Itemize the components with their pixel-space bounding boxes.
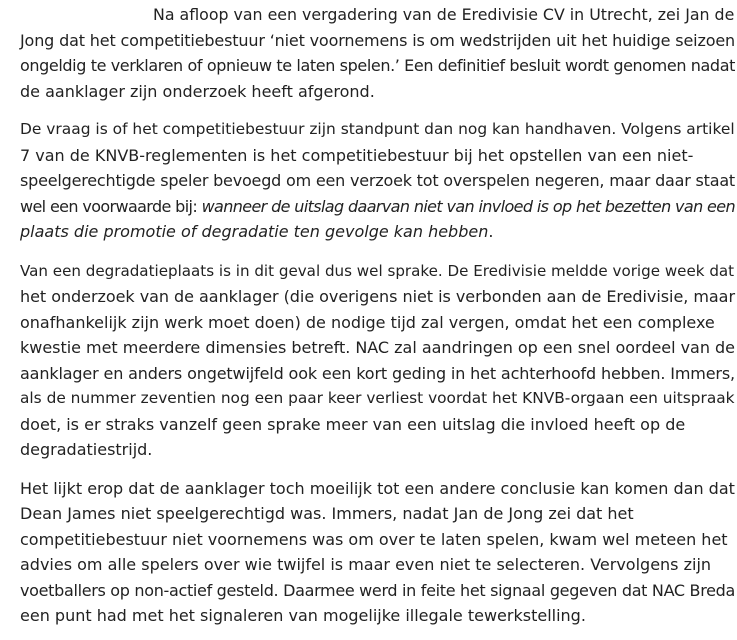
text-line: aanklager en anders ongetwijfeld ook een kort geding in het achterhoofd hebben. Immers, bbox=[20, 363, 735, 383]
text-line: Dean James niet speelgerechtigd was. Immers, nadat Jan de Jong zei dat het bbox=[20, 504, 634, 523]
text-line: onafhankelijk zijn werk moet doen) de nodige tijd zal vergen, omdat het een complexe bbox=[20, 312, 715, 332]
paragraph-1 bbox=[20, 2, 735, 104]
text-line: Het lijkt erop dat de aanklager toch moeilijk tot een andere conclusie kan komen dan dat bbox=[20, 478, 735, 498]
text-line: de aanklager zijn onderzoek heeft afgerond. bbox=[20, 81, 375, 101]
text-line: speelgerechtigde speler bevoegd om een verzoek tot overspelen negeren, maar daar staat bbox=[20, 171, 735, 190]
text-line: doet, is er straks vanzelf geen sprake meer van een uitslag die invloed heeft op de bbox=[20, 414, 686, 434]
text-line: De vraag is of het competitiebestuur zijn standpunt dan nog kan handhaven. Volgens artikel bbox=[20, 120, 735, 138]
text-line: Na afloop van een vergadering van de Eredivisie CV in Utrecht, zei Jan de bbox=[153, 5, 735, 24]
text-line: het onderzoek van de aanklager (die overigens niet is verbonden aan de Eredivisie, maar bbox=[20, 287, 735, 306]
text-line: als de nummer zeventien nog een paar keer verliest voordat het KNVB-orgaan een uitspraak bbox=[20, 389, 735, 407]
text-line bbox=[20, 194, 735, 220]
text-run: . bbox=[488, 222, 494, 241]
text-line: Jong dat het competitiebestuur ‘niet voornemens is om wedstrijden uit het huidige seizoen bbox=[20, 30, 735, 50]
text-line: advies om alle spelers over wie twijfel is maar even niet te selecteren. Vervolgens zijn bbox=[20, 555, 712, 574]
text-line: voetballers op non-actief gesteld. Daarmee werd in feite het signaal gegeven dat NAC Breda bbox=[20, 580, 735, 600]
text-line: een punt had met het signaleren van mogelijke illegale tewerkstelling. bbox=[20, 606, 586, 625]
text-line: 7 van de KNVB-reglementen is het competitiebestuur bij het opstellen van een niet- bbox=[20, 145, 694, 165]
italic-quote: wanneer de uitslag daarvan niet van invloed is op het bezetten van een bbox=[201, 196, 735, 216]
paragraph-3 bbox=[20, 259, 735, 463]
text-line: kwestie met meerdere dimensies betreft. NAC zal aandringen op een snel oordeel van de bbox=[20, 338, 735, 357]
text-run: wel een voorwaarde bij: bbox=[20, 196, 202, 216]
text-line: Van een degradatieplaats is in dit geval dus wel sprake. De Eredivisie meldde vorige week dat bbox=[20, 261, 735, 280]
text-line bbox=[20, 219, 735, 245]
italic-quote: plaats die promotie of degradatie ten gevolge kan hebben bbox=[20, 222, 489, 241]
text-line: ongeldig te verklaren of opnieuw te laten spelen.’ Een definitief besluit wordt genomen nadat bbox=[20, 56, 735, 75]
paragraph-2 bbox=[20, 117, 735, 245]
text-line: competitiebestuur niet voornemens was om over te laten spelen, kwam wel meteen het bbox=[20, 529, 728, 549]
paragraph-4 bbox=[20, 476, 735, 629]
text-line: degradatiestrijd. bbox=[20, 440, 153, 459]
